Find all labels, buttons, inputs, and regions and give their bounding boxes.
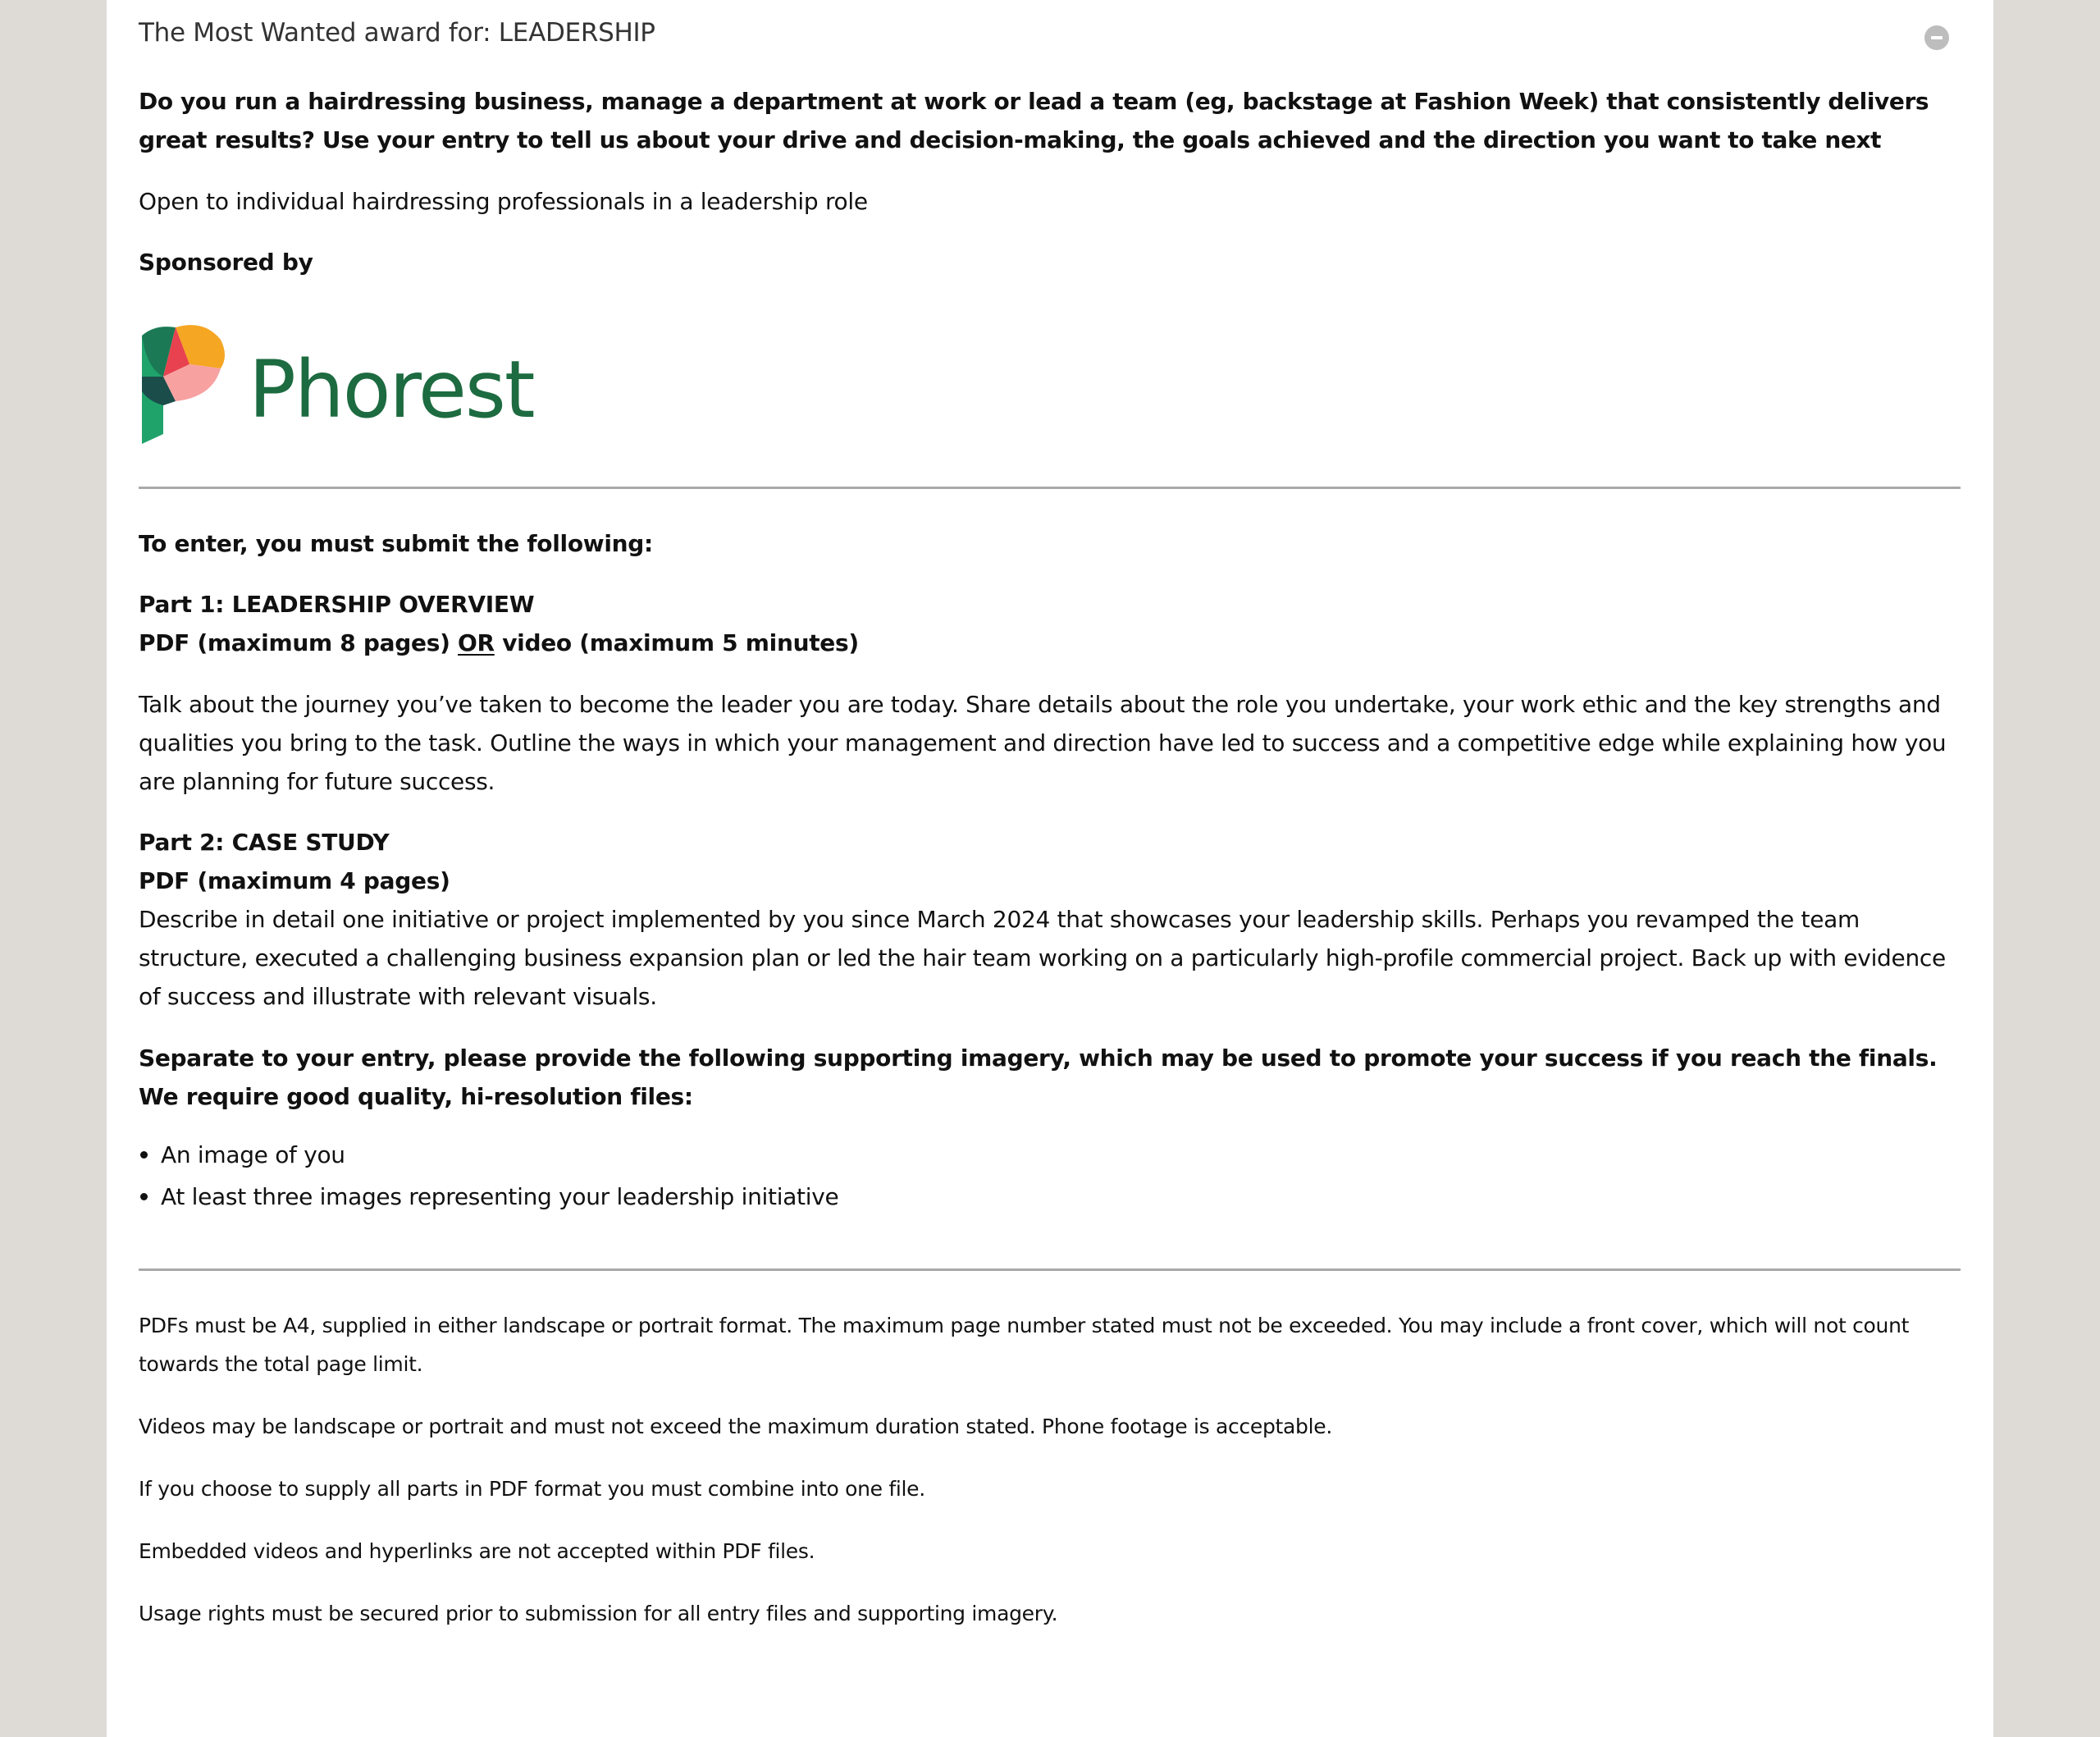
part1-description: Talk about the journey you’ve taken to become the leader you are today. Share details about the role you undertake, your work ethic and the key strengths and qualities you bring to the task. Outline the ways in which your management and direction have led to success and a competitive edge while explaining how you are planning for future success. [139, 691, 1947, 795]
note-embedded: Embedded videos and hyperlinks are not accepted within PDF files. [139, 1539, 815, 1563]
sponsor-name: Phorest [249, 344, 534, 436]
collapse-icon[interactable] [1924, 25, 1949, 50]
award-title: The Most Wanted award for: LEADERSHIP [139, 18, 655, 48]
part1-format-pdf: PDF (maximum 8 pages) [139, 629, 459, 656]
part1-format [139, 624, 1961, 662]
award-description [139, 82, 1961, 1633]
section-divider [139, 1268, 1961, 1271]
sponsor-logo [139, 316, 1961, 447]
part2-format: PDF (maximum 4 pages) [139, 867, 450, 894]
list-item: At least three images representing your leadership initiative [139, 1176, 1961, 1218]
part1-format-or: OR [458, 629, 495, 656]
requirements-heading: To enter, you must submit the following: [139, 530, 653, 557]
note-pdf-format: PDFs must be A4, supplied in either landscape or portrait format. The maximum page number stated must not be exceeded. You may include a front cover, which will not count towards the total page limit. [139, 1314, 1910, 1376]
section-divider [139, 487, 1961, 489]
note-usage-rights: Usage rights must be secured prior to submission for all entry files and supporting imagery. [139, 1602, 1058, 1625]
eligibility-text: Open to individual hairdressing professionals in a leadership role [139, 188, 868, 215]
part2-description: Describe in detail one initiative or project implemented by you since March 2024 that showcases your leadership skills. Perhaps you revamped the team structure, executed a challenging business expansion plan or led the hair team working on a particularly high-profile commercial project. Back up with evidence of success and illustrate with relevant visuals. [139, 906, 1946, 1010]
list-item: An image of you [139, 1134, 1961, 1176]
award-panel [107, 0, 1993, 1737]
imagery-list [139, 1134, 1961, 1218]
note-video-format: Videos may be landscape or portrait and must not exceed the maximum duration stated. Phone footage is acceptable. [139, 1415, 1332, 1438]
sponsored-label: Sponsored by [139, 249, 313, 276]
part1-title: Part 1: LEADERSHIP OVERVIEW [139, 591, 535, 618]
imagery-heading: Separate to your entry, please provide the following supporting imagery, which may be used to promote your success if you reach the finals. We require good quality, hi-resolution files: [139, 1044, 1938, 1110]
part1-format-video: video (maximum 5 minutes) [494, 629, 859, 656]
intro-question: Do you run a hairdressing business, manage a department at work or lead a team (eg, backstage at Fashion Week) that consistently delivers great results? Use your entry to tell us about your drive and decision-making, the goals achieved and the direction you want to take next [139, 88, 1929, 153]
note-combine-pdf: If you choose to supply all parts in PDF format you must combine into one file. [139, 1477, 925, 1501]
phorest-logo-icon [139, 319, 229, 444]
part2-title: Part 2: CASE STUDY [139, 829, 390, 856]
